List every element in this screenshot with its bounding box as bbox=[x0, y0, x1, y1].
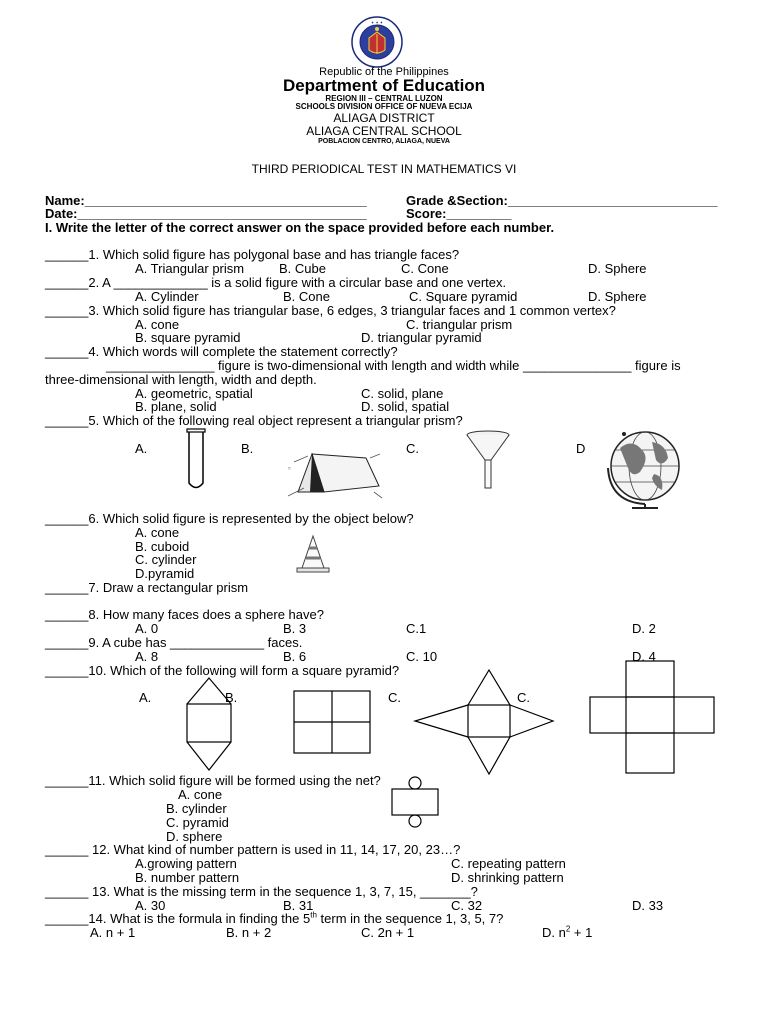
region-line: REGION III – CENTRAL LUZON bbox=[325, 94, 443, 103]
q14-option-b: B. n + 2 bbox=[226, 925, 272, 940]
division-line: SCHOOLS DIVISION OFFICE OF NUEVA ECIJA bbox=[295, 102, 473, 111]
q8-option-d: D. 2 bbox=[632, 621, 656, 636]
q14-d-before: D. n bbox=[542, 925, 566, 940]
q2-option-a: A. Cylinder bbox=[135, 289, 199, 304]
q8-option-b: B. 3 bbox=[283, 621, 307, 636]
test-tube-icon bbox=[186, 428, 206, 492]
q12-option-d: D. shrinking pattern bbox=[451, 870, 564, 885]
q12-option-b: B. number pattern bbox=[135, 870, 240, 885]
q13-option-c: C. 32 bbox=[451, 898, 483, 913]
q3-option-d: D. triangular pyramid bbox=[361, 330, 482, 345]
question-9: ______9. A cube has _____________ faces. bbox=[45, 635, 303, 650]
q13-option-d: D. 33 bbox=[632, 898, 664, 913]
q1-option-c: C. Cone bbox=[401, 261, 449, 276]
traffic-cone-icon bbox=[296, 534, 330, 574]
q9-option-d: D. 4 bbox=[632, 649, 656, 664]
score-field[interactable]: Score:_________ bbox=[406, 206, 512, 221]
q10-option-c2: C. bbox=[517, 690, 530, 705]
q14-superscript: th bbox=[310, 910, 317, 920]
q5-option-a: A. bbox=[135, 441, 148, 456]
q14-text-after: term in the sequence 1, 3, 5, 7? bbox=[316, 911, 504, 926]
q6-option-a: A. cone bbox=[135, 525, 180, 540]
globe-icon bbox=[602, 428, 688, 510]
q4-option-d: D. solid, spatial bbox=[361, 399, 450, 414]
district-line: ALIAGA DISTRICT bbox=[333, 111, 435, 125]
q11-option-c: C. pyramid bbox=[166, 815, 229, 830]
tent-icon bbox=[284, 448, 384, 500]
question-11: ______11. Which solid figure will be formed using the net? bbox=[45, 773, 381, 788]
q2-option-d: D. Sphere bbox=[588, 289, 647, 304]
q4-option-c: C. solid, plane bbox=[361, 386, 444, 401]
q9-option-b: B. 6 bbox=[283, 649, 307, 664]
q2-option-c: C. Square pyramid bbox=[409, 289, 518, 304]
net-c-shape bbox=[413, 668, 555, 778]
q14-option-a: A. n + 1 bbox=[90, 925, 136, 940]
question-1: ______1. Which solid figure has polygonal base and has triangle faces? bbox=[45, 247, 460, 262]
question-13: ______ 13. What is the missing term in the sequence 1, 3, 7, 15, _______? bbox=[45, 884, 478, 899]
net-a-shape bbox=[185, 676, 233, 772]
q5-option-d: D bbox=[576, 441, 586, 456]
question-8: ______8. How many faces does a sphere have? bbox=[45, 607, 324, 622]
seal-icon bbox=[351, 16, 403, 68]
q14-option-d bbox=[542, 926, 592, 940]
name-field[interactable]: Name:_______________________________________ bbox=[45, 193, 367, 208]
q5-option-b: B. bbox=[241, 441, 254, 456]
q1-option-d: D. Sphere bbox=[588, 261, 647, 276]
q6-option-b: B. cuboid bbox=[135, 539, 190, 554]
q2-option-b: B. Cone bbox=[283, 289, 330, 304]
question-12: ______ 12. What kind of number pattern is used in 11, 14, 17, 20, 23…? bbox=[45, 842, 461, 857]
q11-option-b: B. cylinder bbox=[166, 801, 227, 816]
q9-option-c: C. 10 bbox=[406, 649, 438, 664]
deped-seal bbox=[351, 16, 403, 68]
q10-option-a: A. bbox=[139, 690, 152, 705]
date-field[interactable]: Date:________________________________________ bbox=[45, 206, 367, 221]
q10-option-b: B. bbox=[225, 690, 238, 705]
test-title: THIRD PERIODICAL TEST IN MATHEMATICS VI bbox=[251, 162, 517, 176]
question-2: ______2. A _____________ is a solid figure with a circular base and one vertex. bbox=[45, 275, 507, 290]
q10-option-c: C. bbox=[388, 690, 401, 705]
net-d-shape bbox=[589, 660, 715, 774]
instruction: I. Write the letter of the correct answer on the space provided before each number. bbox=[45, 220, 555, 235]
cylinder-net-shape bbox=[390, 776, 440, 828]
q3-option-c: C. triangular prism bbox=[406, 317, 513, 332]
svg-text:✦ ✦ ✦: ✦ ✦ ✦ bbox=[370, 20, 384, 25]
q13-option-b: B. 31 bbox=[283, 898, 314, 913]
question-3: ______3. Which solid figure has triangular base, 6 edges, 3 triangular faces and 1 common vertex? bbox=[45, 303, 616, 318]
q13-option-a: A. 30 bbox=[135, 898, 166, 913]
school-line: ALIAGA CENTRAL SCHOOL bbox=[306, 124, 462, 138]
question-14 bbox=[45, 912, 503, 926]
q1-option-b: B. Cube bbox=[279, 261, 326, 276]
q6-option-d: D.pyramid bbox=[135, 566, 195, 581]
q3-option-b: B. square pyramid bbox=[135, 330, 241, 345]
q6-option-c: C. cylinder bbox=[135, 552, 197, 567]
q11-option-a: A. cone bbox=[178, 787, 223, 802]
q14-d-superscript: 2 bbox=[565, 924, 571, 934]
question-10: ______10. Which of the following will form a square pyramid? bbox=[45, 663, 400, 678]
q8-option-a: A. 0 bbox=[135, 621, 159, 636]
q5-option-c: C. bbox=[406, 441, 419, 456]
q14-text-before: ______14. What is the formula in finding the 5 bbox=[45, 911, 311, 926]
question-6: ______6. Which solid figure is represented by the object below? bbox=[45, 511, 414, 526]
question-4: ______4. Which words will complete the statement correctly? bbox=[45, 344, 398, 359]
address-line: POBLACION CENTRO, ALIAGA, NUEVA bbox=[318, 138, 450, 145]
q9-option-a: A. 8 bbox=[135, 649, 159, 664]
q4-option-b: B. plane, solid bbox=[135, 399, 217, 414]
republic-line: Republic of the Philippines bbox=[319, 66, 449, 78]
q12-option-c: C. repeating pattern bbox=[451, 856, 566, 871]
question-5: ______5. Which of the following real object represent a triangular prism? bbox=[45, 413, 463, 428]
q3-option-a: A. cone bbox=[135, 317, 180, 332]
q14-option-c: C. 2n + 1 bbox=[361, 925, 415, 940]
department-title: Department of Education bbox=[282, 76, 486, 95]
q12-option-a: A.growing pattern bbox=[135, 856, 237, 871]
funnel-icon bbox=[465, 430, 511, 490]
net-b-shape bbox=[293, 690, 371, 754]
q4-option-a: A. geometric, spatial bbox=[135, 386, 253, 401]
q4-statement-line1: _______________ figure is two-dimensional with length and width while _______________ figure is bbox=[106, 358, 681, 373]
q1-option-a: A. Triangular prism bbox=[135, 261, 245, 276]
question-7: ______7. Draw a rectangular prism bbox=[45, 580, 249, 595]
grade-section-field[interactable]: Grade &Section:_____________________________ bbox=[406, 193, 718, 208]
svg-text:≈: ≈ bbox=[288, 466, 291, 472]
q4-statement-line2: three-dimensional with length, width and depth. bbox=[45, 372, 317, 387]
q11-option-d: D. sphere bbox=[166, 829, 223, 844]
q14-d-after: + 1 bbox=[570, 925, 593, 940]
q8-option-c: C.1 bbox=[406, 621, 427, 636]
